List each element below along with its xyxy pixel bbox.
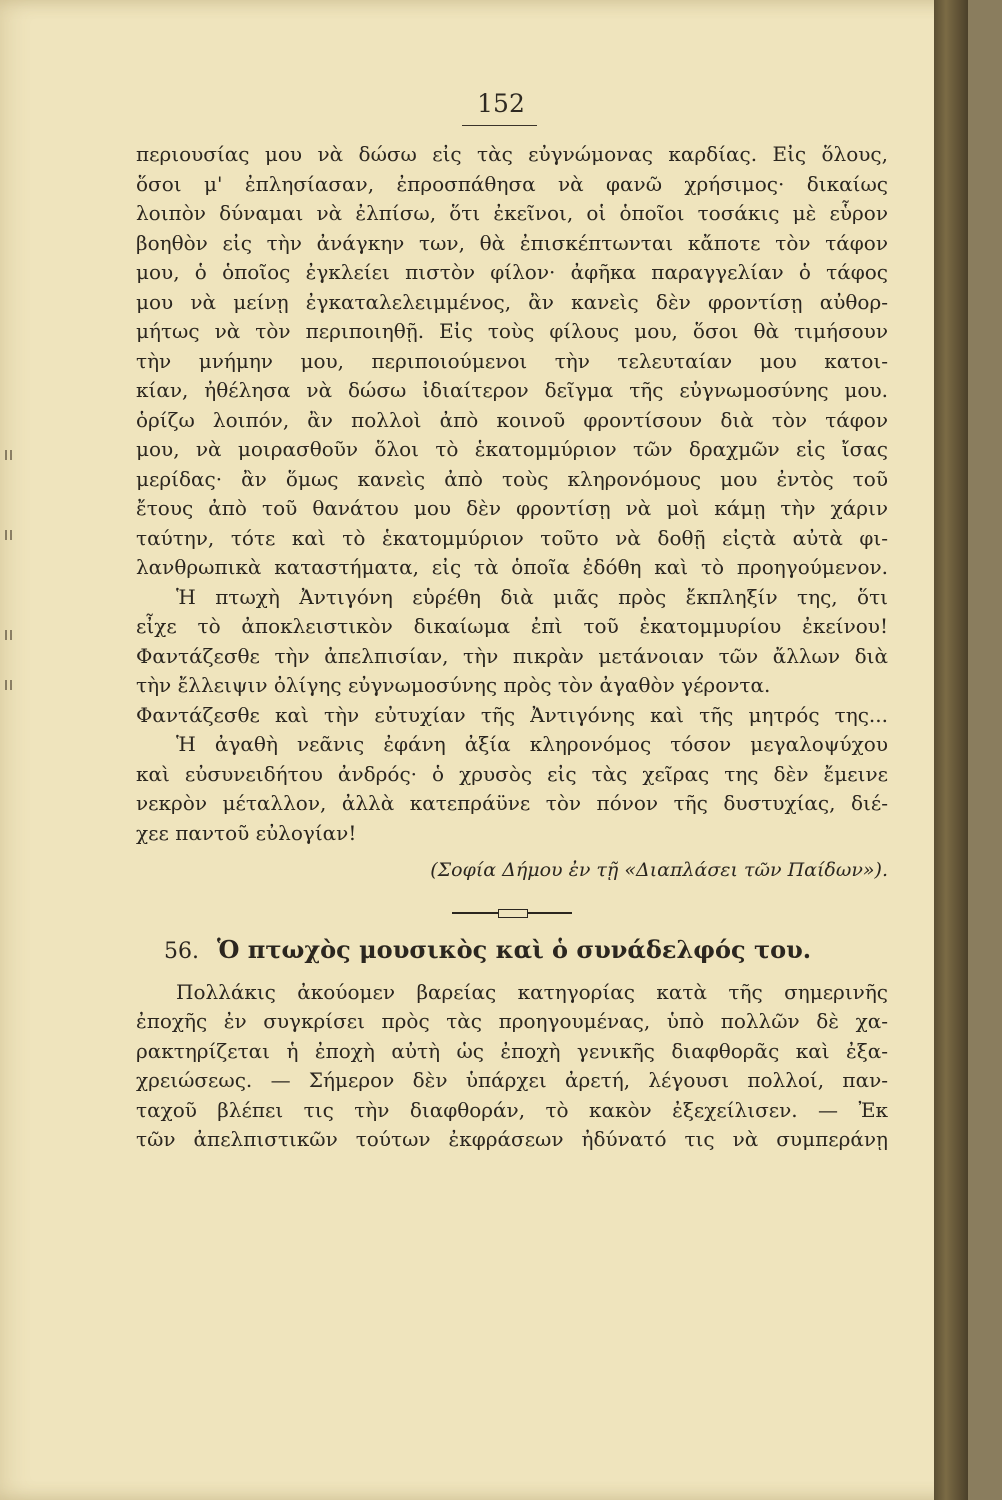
margin-mark	[5, 630, 7, 640]
binding-edge	[934, 0, 968, 1500]
text-line: Φαντάζεσθε καὶ τὴν εὐτυχίαν τῆς Ἀντιγόνης καὶ τῆς μητρός της...	[136, 702, 888, 727]
source-attribution: (Σοφία Δήμου ἐν τῇ «Διαπλάσει τῶν Παίδων»).	[430, 859, 888, 881]
text-line: ταχοῦ βλέπει τις τὴν διαφθοράν, τὸ κακὸν ἐξεχείλισεν. — Ἐκ	[136, 1097, 888, 1122]
text-line: τὴν μνήμην μου, περιποιούμενοι τὴν τελευταίαν μου κατοι-	[136, 348, 888, 373]
margin-mark	[10, 630, 12, 640]
paragraph-heir	[136, 730, 888, 848]
text-line: κίαν, ἠθέλησα νὰ δώσω ἰδιαίτερον δεῖγμα τῆς εὐγνωμοσύνης μου.	[136, 378, 888, 402]
margin-mark	[10, 680, 12, 690]
text-line: ὁρίζω λοιπόν, ἂν πολλοὶ ἀπὸ κοινοῦ φροντίσουν διὰ τὸν τάφον	[136, 407, 888, 432]
margin-mark	[10, 530, 12, 540]
text-line: μου, ὁ ὁποῖος ἐγκλείει πιστὸν φίλον· ἀφῆκα παραγγελίαν ὁ τάφος	[136, 260, 888, 284]
text-line: λανθρωπικὰ καταστήματα, εἰς τὰ ὁποῖα ἐδόθη καὶ τὸ προηγούμενον.	[136, 555, 888, 579]
text-line: λοιπὸν δύναμαι νὰ ἐλπίσω, ὅτι ἐκεῖνοι, οἱ ὁποῖοι τοσάκις μὲ εὗρον	[136, 201, 888, 225]
text-line: μήτως νὰ τὸν περιποιηθῇ. Εἰς τοὺς φίλους μου, ὅσοι θὰ τιμήσουν	[136, 319, 888, 343]
text-line: Πολλάκις ἀκούομεν βαρείας κατηγορίας κατὰ τῆς σημερινῆς	[176, 979, 888, 1004]
section-heading	[164, 934, 888, 968]
text-line: ρακτηρίζεται ἡ ἐποχὴ αὐτὴ ὡς ἐποχὴ γενικῆς διαφθορᾶς καὶ ἐξα-	[136, 1038, 888, 1063]
paragraph-continuation	[136, 140, 888, 583]
text-line: Φαντάζεσθε τὴν ἀπελπισίαν, τὴν πικρὰν μετάνοιαν τῶν ἄλλων διὰ	[136, 643, 888, 668]
text-line: εἶχε τὸ ἀποκλειστικὸν δικαίωμα ἐπὶ τοῦ ἑκατομμυρίου ἐκείνου!	[136, 614, 888, 638]
section-title: Ὁ πτωχὸς μουσικὸς καὶ ὁ συνάδελφός του.	[217, 934, 812, 964]
text-line: ἐποχῆς ἐν συγκρίσει πρὸς τὰς προηγουμένας, ὑπὸ πολλῶν δὲ χα-	[136, 1009, 888, 1033]
page-number-underline	[462, 125, 537, 126]
text-line: χρειώσεως. — Σήμερον δὲν ὑπάρχει ἀρετή, λέγουσι πολλοί, παν-	[136, 1068, 888, 1092]
text-line: νεκρὸν μέταλλον, ἀλλὰ κατεπράϋνε τὸν πόνον τῆς δυστυχίας, διέ-	[136, 791, 888, 815]
text-line: περιουσίας μου νὰ δώσω εἰς τὰς εὐγνώμονας καρδίας. Εἰς ὅλους,	[136, 142, 888, 166]
page-content	[136, 140, 888, 1155]
paragraph-antigone-inheritance	[136, 583, 888, 731]
margin-mark	[5, 680, 7, 690]
text-line: μου νὰ μείνῃ ἐγκαταλελειμμένος, ἂν κανεὶς δὲν φροντίσῃ αὐθορ-	[136, 289, 888, 314]
text-line: καὶ εὐσυνειδήτου ἀνδρός· ὁ χρυσὸς εἰς τὰς χεῖρας της δὲν ἔμεινε	[136, 761, 888, 786]
text-line: Ἡ πτωχὴ Ἀντιγόνη εὑρέθη διὰ μιᾶς πρὸς ἔκπληξίν της, ὅτι	[176, 584, 888, 609]
text-line: βοηθὸν εἰς τὴν ἀνάγκην των, θὰ ἐπισκέπτωνται κἄποτε τὸν τάφον	[136, 230, 888, 255]
section-divider	[452, 906, 572, 920]
text-line: χεε παντοῦ εὐλογίαν!	[136, 820, 357, 845]
text-line: τὴν ἔλλειψιν ὀλίγης εὐγνωμοσύνης πρὸς τὸν ἀγαθὸν γέροντα.	[136, 673, 771, 697]
section-number: 56.	[164, 938, 199, 964]
text-line: Ἡ ἀγαθὴ νεᾶνις ἐφάνη ἀξία κληρονόμος τόσον μεγαλοψύχου	[176, 732, 888, 756]
margin-mark	[5, 530, 7, 540]
margin-mark	[5, 450, 7, 460]
margin-mark	[10, 450, 12, 460]
page-number: 152	[477, 89, 525, 118]
text-line: μου, νὰ μοιρασθοῦν ὅλοι τὸ ἑκατομμύριον τῶν δραχμῶν εἰς ἴσας	[136, 437, 888, 461]
text-line: ὅσοι μ' ἐπλησίασαν, ἐπροσπάθησα νὰ φανῶ χρήσιμος· δικαίως	[136, 171, 888, 196]
text-line: ταύτην, τότε καὶ τὸ ἑκατομμύριον τοῦτο νὰ δοθῇ εἰςτὰ αὐτὰ φι-	[136, 525, 888, 550]
margin-marks	[0, 450, 20, 710]
text-line: τῶν ἀπελπιστικῶν τούτων ἐκφράσεων ἠδύνατό τις νὰ συμπεράνῃ	[136, 1127, 888, 1151]
paragraph-section-56	[136, 978, 888, 1155]
text-line: ἔτους ἀπὸ τοῦ θανάτου μου δὲν φροντίσῃ νὰ μοὶ κάμῃ τὴν χάριν	[136, 496, 888, 520]
text-line: μερίδας· ἂν ὅμως κανεὶς ἀπὸ τοὺς κληρονόμους μου ἐντὸς τοῦ	[136, 466, 888, 491]
